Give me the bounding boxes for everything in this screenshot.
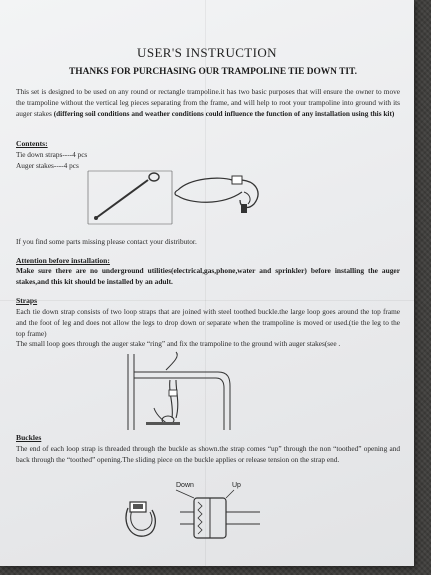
buckles-paragraph: The end of each loop strap is threaded through the buckle as shown.the strap comes “up” through the non “toothed” opening and back through the “toothed” opening.The sliding piece on the buckle applies or release tension on the strap end. <box>16 444 400 464</box>
contents-item-stakes: Auger stakes----4 pcs <box>16 161 79 170</box>
buckle-label-down: Down <box>176 482 194 489</box>
tie-down-strap-illustration <box>170 170 270 222</box>
buckles-heading: Buckles <box>16 433 42 442</box>
missing-parts-note: If you find some parts missing please contact your distributor. <box>16 237 197 246</box>
intro-text: This set is designed to be used on any round or rectangle trampoline.it has two basic purposes that will ensure the owner to move the trampoline without the vertical leg pieces separating from the frame, and will help to root your trampoline into ground with its auger stakes <box>16 87 400 118</box>
document-subtitle: THANKS FOR PURCHASING OUR TRAMPOLINE TIE DOWN TIT. <box>69 67 357 77</box>
buckle-label-up: Up <box>232 482 241 489</box>
intro-paragraph <box>16 86 400 119</box>
contents-heading: Contents: <box>16 139 48 148</box>
straps-paragraph-2: The small loop goes through the auger stake “ring” and fix the trampoline to the ground with auger stakes(see . <box>16 339 341 348</box>
attention-text: Make sure there are no underground utilities(electrical,gas,phone,water and sprinkler) before installing the auger stakes,and this kit should be installed by an adult. <box>16 266 400 286</box>
contents-item-straps: Tie down straps----4 pcs <box>16 150 88 159</box>
auger-stake-illustration <box>86 166 176 228</box>
attention-heading: Attention before installation: <box>16 256 110 265</box>
document-title: USER'S INSTRUCTION <box>137 45 277 60</box>
buckle-illustration <box>120 478 270 550</box>
intro-bold-note: (differing soil conditions and weather conditions could influence the function of any installation using this kit) <box>53 109 395 118</box>
straps-paragraph: Each tie down strap consists of two loop straps that are joined with steel toothed buckle.the large loop goes around the top frame and the foot of leg and does not allow the legs to drop down or separate when the trampoline is moved or used.(tie the leg to the top frame) <box>16 307 400 338</box>
trampoline-leg-illustration <box>118 350 243 432</box>
straps-heading: Straps <box>16 296 38 305</box>
paper-crease <box>0 300 414 301</box>
